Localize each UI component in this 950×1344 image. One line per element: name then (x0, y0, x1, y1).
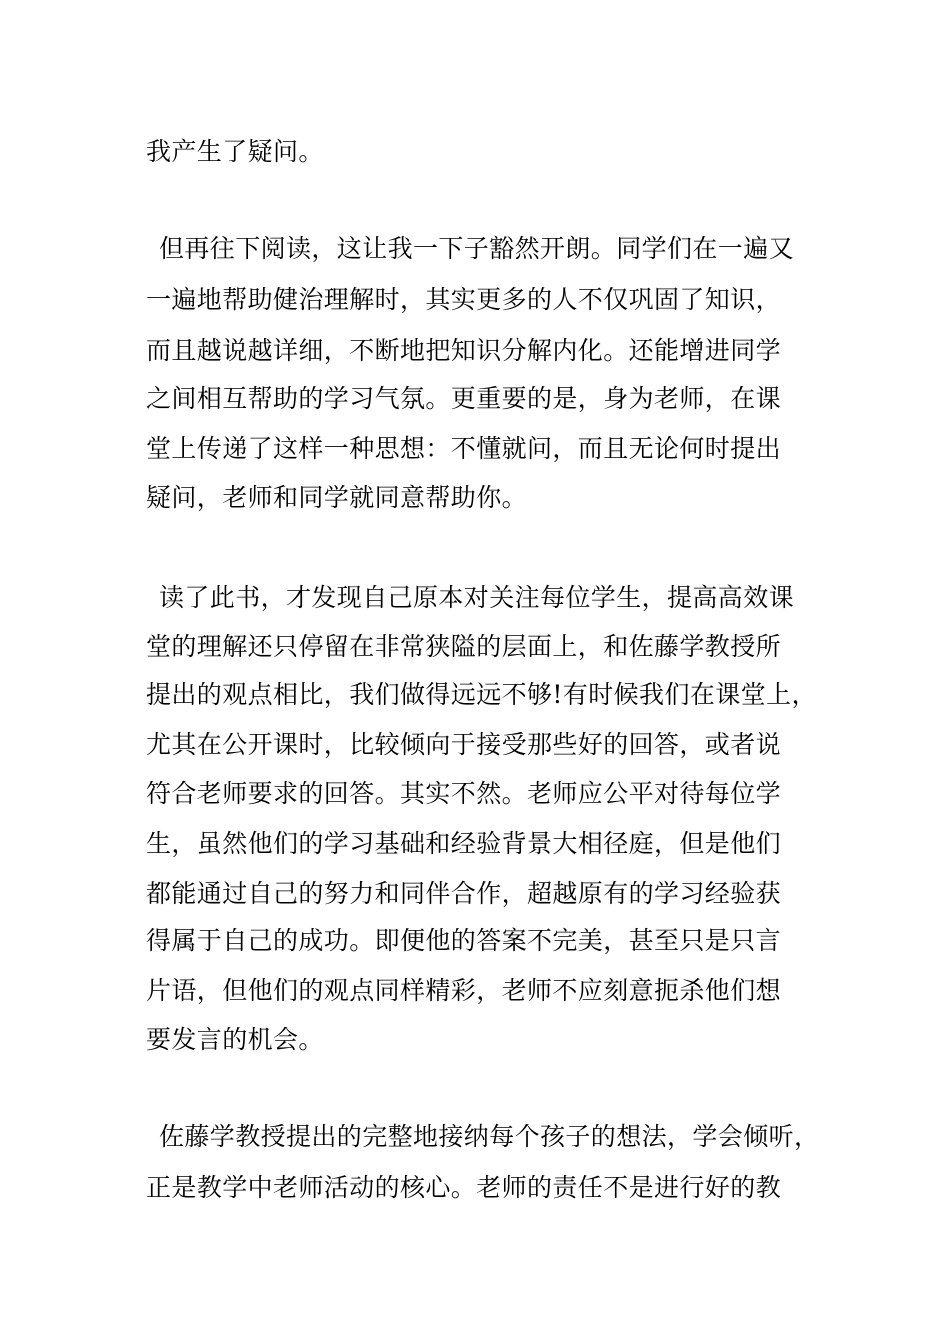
paragraph-3-line-4: 尤其在公开课时，比较倾向于接受那些好的回答，或者说 (146, 730, 782, 759)
paragraph-3-line-7: 都能通过自己的努力和同伴合作，超越原有的学习经验获 (146, 879, 782, 908)
paragraph-3-line-1: 读了此书，才发现自己原本对关注每位学生，提高高效课 (159, 583, 795, 612)
paragraph-3-line-9: 片语，但他们的观点同样精彩，老师不应刻意扼杀他们想 (146, 976, 782, 1005)
paragraph-4-line-1: 佐藤学教授提出的完整地接纳每个孩子的想法，学会倾听， (159, 1122, 820, 1151)
paragraph-3-line-2: 堂的理解还只停留在非常狭隘的层面上，和佐藤学教授所 (146, 632, 782, 661)
paragraph-1-line-1: 我产生了疑问。 (146, 137, 324, 166)
paragraph-2-line-6: 疑问，老师和同学就同意帮助你。 (146, 483, 528, 512)
paragraph-3-line-5: 符合老师要求的回答。其实不然。老师应公平对待每位学 (146, 779, 782, 808)
paragraph-3-line-10: 要发言的机会。 (146, 1025, 324, 1054)
paragraph-2-line-3: 而且越说越详细，不断地把知识分解内化。还能增进同学 (146, 336, 782, 365)
paragraph-2-line-1: 但再往下阅读，这让我一下子豁然开朗。同学们在一遍又 (159, 234, 795, 263)
paragraph-3-line-6: 生，虽然他们的学习基础和经验背景大相径庭，但是他们 (146, 829, 782, 858)
paragraph-2-line-5: 堂上传递了这样一种思想：不懂就问，而且无论何时提出 (146, 434, 782, 463)
paragraph-4-line-2: 正是教学中老师活动的核心。老师的责任不是进行好的教 (146, 1173, 782, 1202)
paragraph-3-line-8: 得属于自己的成功。即便他的答案不完美，甚至只是只言 (146, 926, 782, 955)
paragraph-3-line-3: 提出的观点相比，我们做得远远不够!有时候我们在课堂上， (146, 680, 817, 709)
paragraph-2-line-2: 一遍地帮助健治理解时，其实更多的人不仅巩固了知识， (146, 285, 782, 314)
paragraph-2-line-4: 之间相互帮助的学习气氛。更重要的是，身为老师，在课 (146, 384, 782, 413)
